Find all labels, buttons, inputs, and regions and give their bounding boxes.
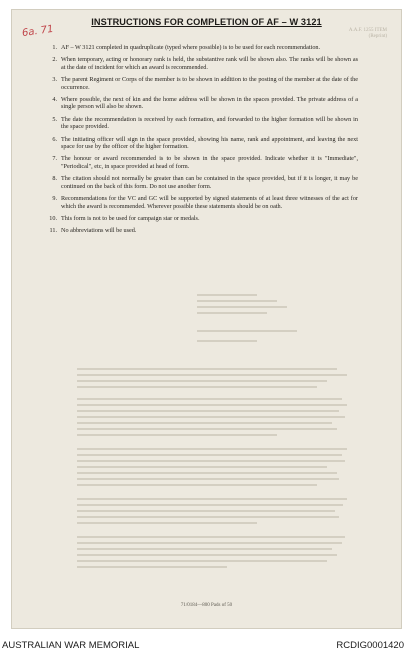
item-text: No abbreviations will be used. xyxy=(61,227,137,235)
item-number: 6. xyxy=(52,135,57,143)
item-text: The parent Regiment or Corps of the member is to be shown in addition to the posting of the member at the date of the occurrence. xyxy=(61,76,358,91)
archive-id: RCDIG0001420 xyxy=(336,640,404,651)
item-number: 9. xyxy=(52,195,57,203)
item-text: When temporary, acting or honorary rank is held, the substantive rank will be shown also. The ranks will be shown as at the date of incident for which an award is recommended. xyxy=(61,56,358,71)
item-text: The citation should not normally be greater than can be contained in the space provided, but if it is longer, it may be continued on the back of this form. Do not use another form. xyxy=(61,175,358,190)
list-item xyxy=(40,155,358,170)
faint-reference-stamp: A.A.F. 1255 ITEM (Reprint) xyxy=(348,28,387,39)
form-footer: 71/0184—800 Pads of 50 xyxy=(180,603,233,608)
page-title: INSTRUCTIONS FOR COMPLETION OF AF – W 3121 xyxy=(91,17,322,27)
item-text: Recommendations for the VC and GC will be supported by signed statements of at least three witnesses of the act for which the award is recommended. Wherever possible these statements should be on oath. xyxy=(61,195,358,210)
list-item xyxy=(40,175,358,190)
list-item xyxy=(40,227,358,234)
list-item xyxy=(40,44,358,51)
item-number: 7. xyxy=(52,155,57,163)
item-text: The honour or award recommended is to be shown in the space provided. Indicate whether it is "Immediate", "Periodical", etc, in space provided at head of form. xyxy=(61,155,358,170)
item-number: 1. xyxy=(52,44,57,51)
item-text: The date the recommendation is received by each formation, and forwarded to the higher formation will be shown in the space provided. xyxy=(61,115,358,131)
document-page xyxy=(11,9,402,629)
item-text: AF – W 3121 completed in quadruplicate (typed where possible) is to be used for each recommendation. xyxy=(61,44,321,51)
item-number: 4. xyxy=(52,96,57,104)
item-text: This form is not to be used for campaign star or medals. xyxy=(61,214,200,222)
handwritten-annotation: 6a. 71 xyxy=(21,23,55,40)
reverse-side-show-through xyxy=(66,282,356,608)
item-number: 8. xyxy=(52,175,57,183)
item-text: Where possible, the next of kin and the home address will be shown in the spaces provided. The private address of a single person will also be shown. xyxy=(61,96,358,111)
list-item xyxy=(40,136,358,151)
list-item xyxy=(40,96,358,111)
item-text: The initiating officer will sign in the space provided, showing his name, rank and appointment, and leaving the next space for use by the officer of the higher formation. xyxy=(61,135,358,151)
item-number: 3. xyxy=(52,76,57,84)
item-number: 10. xyxy=(49,214,57,222)
list-item xyxy=(40,116,358,131)
item-number: 5. xyxy=(52,115,57,123)
list-item xyxy=(40,56,358,71)
list-item xyxy=(40,76,358,91)
show-through-texture xyxy=(77,288,356,598)
list-item xyxy=(40,195,358,210)
item-number: 11. xyxy=(49,227,57,235)
instruction-list xyxy=(40,44,358,235)
archive-caption: AUSTRALIAN WAR MEMORIAL xyxy=(2,640,140,651)
item-number: 2. xyxy=(52,56,57,64)
list-item xyxy=(40,215,358,222)
